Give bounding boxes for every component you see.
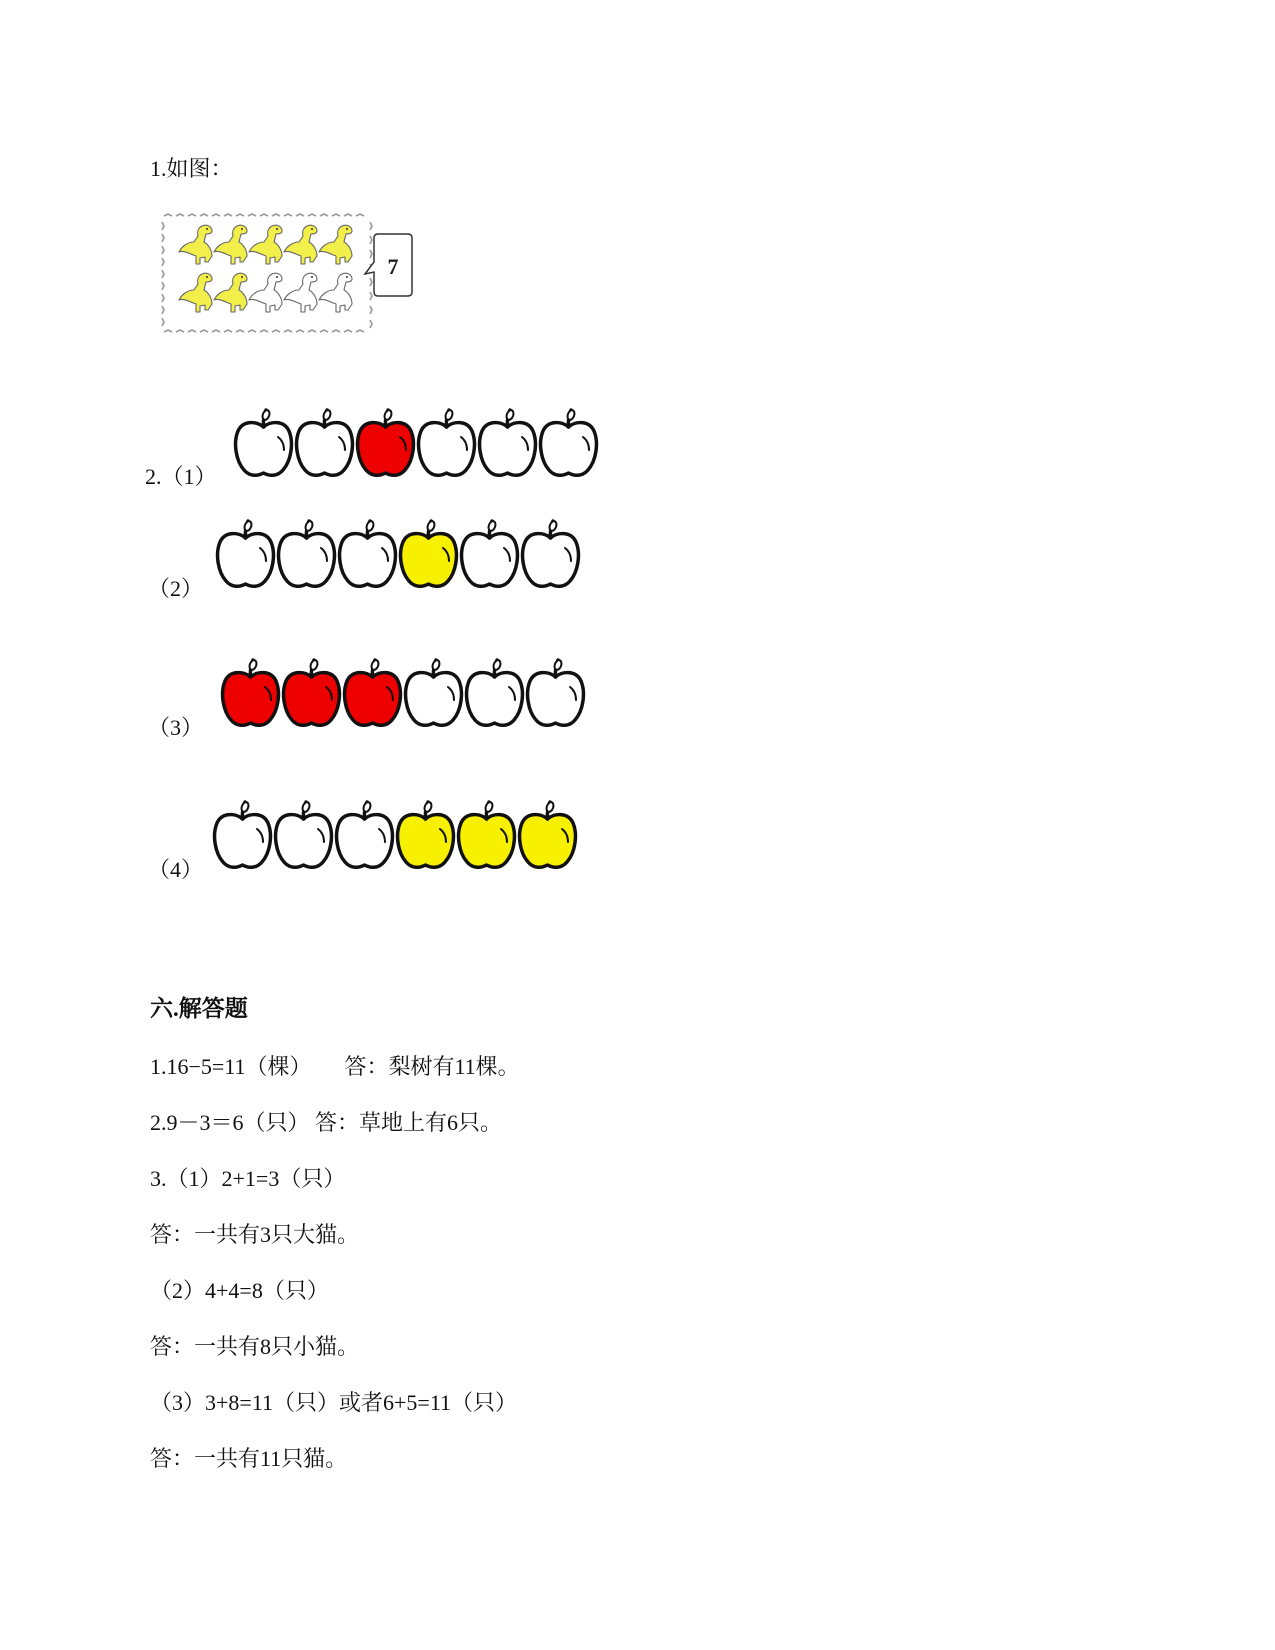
white-dinosaur-icon bbox=[319, 273, 352, 312]
apple-icon bbox=[477, 407, 538, 479]
apple-icon bbox=[273, 799, 334, 871]
apple-icon bbox=[337, 518, 398, 590]
answer-line-1: 1.16−5=11（棵） 答：梨树有11棵。 bbox=[150, 1054, 520, 1079]
yellow-dinosaur-icon bbox=[214, 225, 247, 264]
question-2-row-2-label: （2） bbox=[148, 576, 204, 601]
apple-icon bbox=[416, 407, 477, 479]
answer-line-6: 答：一共有8只小猫。 bbox=[150, 1334, 360, 1359]
question-2-row-1-label: 2.（1） bbox=[145, 464, 217, 489]
apple-row-2 bbox=[215, 518, 581, 590]
question-2-row-4-label: （4） bbox=[148, 857, 204, 882]
apple-icon bbox=[520, 518, 581, 590]
red-apple-icon bbox=[342, 657, 403, 729]
apple-icon bbox=[215, 518, 276, 590]
answer-line-7: （3）3+8=11（只）或者6+5=11（只） bbox=[150, 1390, 517, 1415]
answer-line-2: 2.9－3＝6（只） 答：草地上有6只。 bbox=[150, 1110, 503, 1135]
white-dinosaur-icon bbox=[284, 273, 317, 312]
red-apple-icon bbox=[220, 657, 281, 729]
apple-icon bbox=[525, 657, 586, 729]
apple-icon bbox=[233, 407, 294, 479]
apple-icon bbox=[334, 799, 395, 871]
dinosaur-figure bbox=[160, 212, 430, 352]
yellow-apple-icon bbox=[398, 518, 459, 590]
apple-icon bbox=[459, 518, 520, 590]
question-2-row-3-label: （3） bbox=[148, 715, 204, 740]
count-bubble-text: 7 bbox=[387, 254, 399, 279]
answer-line-5: （2）4+4=8（只） bbox=[150, 1278, 329, 1303]
answer-line-4: 答：一共有3只大猫。 bbox=[150, 1222, 360, 1247]
yellow-apple-icon bbox=[456, 799, 517, 871]
red-apple-icon bbox=[281, 657, 342, 729]
question-1-label: 1.如图： bbox=[150, 156, 233, 181]
yellow-dinosaur-icon bbox=[179, 225, 212, 264]
yellow-dinosaur-icon bbox=[284, 225, 317, 264]
answer-line-8: 答：一共有11只猫。 bbox=[150, 1446, 348, 1471]
yellow-dinosaur-icon bbox=[319, 225, 352, 264]
apple-icon bbox=[538, 407, 599, 479]
apple-icon bbox=[403, 657, 464, 729]
white-dinosaur-icon bbox=[249, 273, 282, 312]
yellow-dinosaur-icon bbox=[249, 225, 282, 264]
yellow-apple-icon bbox=[395, 799, 456, 871]
apple-row-4 bbox=[212, 799, 578, 871]
apple-icon bbox=[294, 407, 355, 479]
section-title: 六.解答题 bbox=[150, 996, 248, 1021]
apple-icon bbox=[276, 518, 337, 590]
red-apple-icon bbox=[355, 407, 416, 479]
apple-row-1 bbox=[233, 407, 599, 479]
apple-icon bbox=[212, 799, 273, 871]
count-bubble bbox=[365, 234, 412, 296]
answer-line-3: 3.（1）2+1=3（只） bbox=[150, 1166, 346, 1191]
yellow-apple-icon bbox=[517, 799, 578, 871]
apple-row-3 bbox=[220, 657, 586, 729]
yellow-dinosaur-icon bbox=[214, 273, 247, 312]
apple-icon bbox=[464, 657, 525, 729]
yellow-dinosaur-icon bbox=[179, 273, 212, 312]
